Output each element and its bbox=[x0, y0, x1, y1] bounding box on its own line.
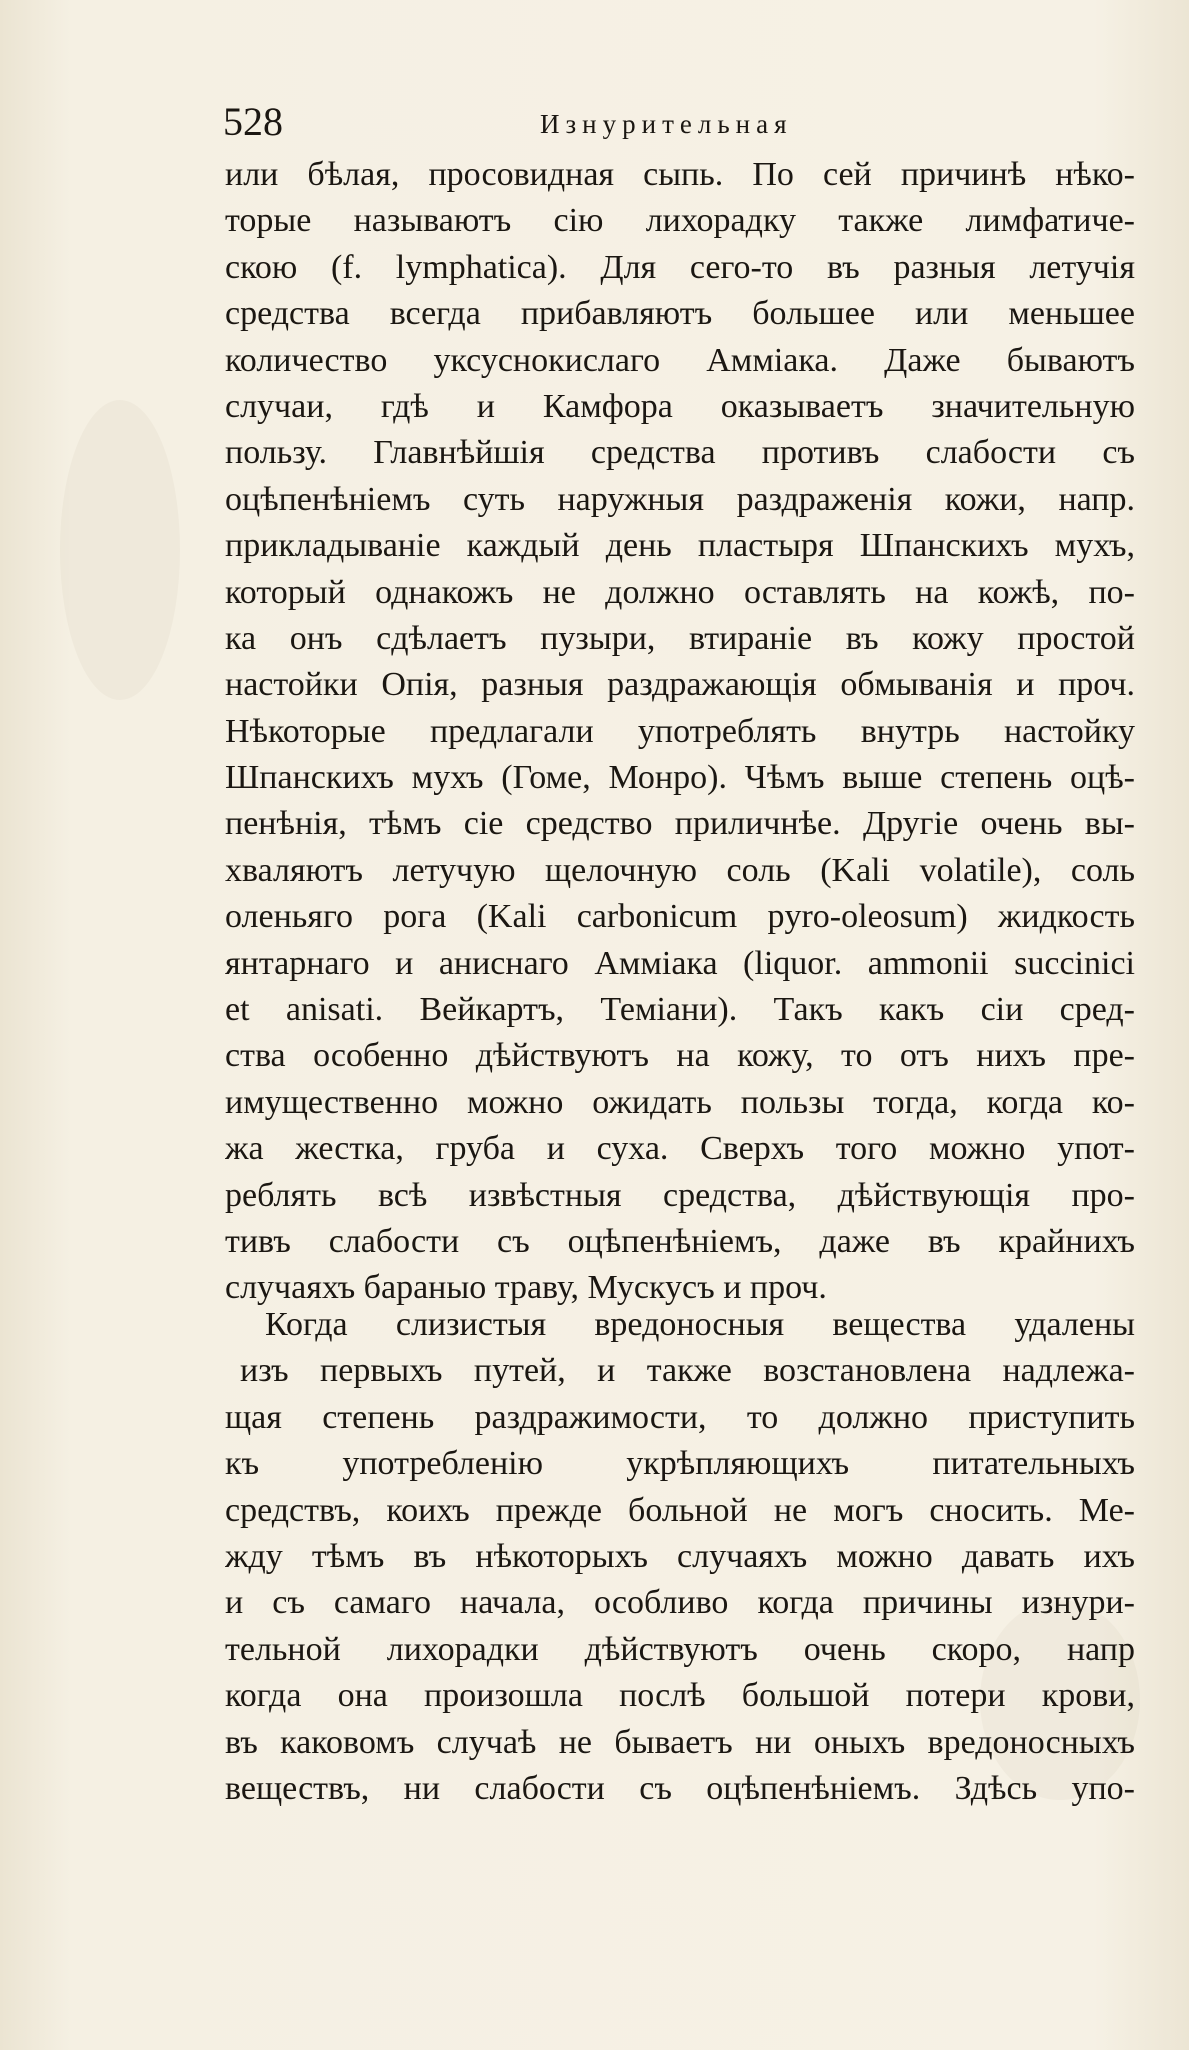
text-line: Нѣкоторые предлагали употреблять внутрь настойку bbox=[225, 712, 1135, 750]
text-line: случаи, гдѣ и Камфора оказываетъ значительную bbox=[225, 387, 1135, 425]
paper-stain bbox=[60, 400, 180, 700]
text-line: имущественно можно ожидать пользы тогда, когда ко- bbox=[225, 1083, 1135, 1121]
text-line: въ каковомъ случаѣ не бываетъ ни оныхъ вредоносныхъ bbox=[225, 1723, 1135, 1761]
text-line: оленьяго рога (Kali carbonicum pyro-oleosum) жидкость bbox=[225, 898, 1135, 936]
text-line: скою (f. lymphatica). Для сего-то въ разныя летучія bbox=[225, 248, 1135, 286]
text-line: и съ самаго начала, особливо когда причины изнури- bbox=[225, 1584, 1135, 1622]
text-line: настойки Опія, разныя раздражающія обмыванія и проч. bbox=[225, 666, 1135, 704]
text-line: или бѣлая, просовидная сыпь. По сей причинѣ нѣко- bbox=[225, 156, 1135, 193]
text-line: реблять всѣ извѣстныя средства, дѣйствующія про- bbox=[225, 1176, 1135, 1214]
text-line: когда она произошла послѣ большой потери крови, bbox=[225, 1677, 1135, 1715]
text-line: средствъ, коихъ прежде больной не могъ сносить. Ме- bbox=[225, 1491, 1135, 1529]
running-head: Изнурительная bbox=[540, 109, 793, 139]
page-header bbox=[0, 98, 1189, 148]
text-line: который однакожъ не должно оставлять на кожѣ, по- bbox=[225, 573, 1135, 611]
text-line: торые называютъ сію лихорадку также лимфатиче- bbox=[225, 202, 1135, 240]
text-line: средства всегда прибавляютъ большее или меньшее bbox=[225, 295, 1135, 333]
paragraph-1 bbox=[225, 152, 1135, 1312]
text-line: изъ первыхъ путей, и также возстановлена надлежа- bbox=[240, 1352, 1135, 1390]
text-line: ства особенно дѣйствуютъ на кожу, то отъ нихъ пре- bbox=[225, 1037, 1135, 1075]
text-line: веществъ, ни слабости съ оцѣпенѣніемъ. Здѣсь упо- bbox=[225, 1769, 1135, 1807]
paragraph-2 bbox=[225, 1302, 1135, 1812]
text-line: ка онъ сдѣлаетъ пузыри, втираніе въ кожу простой bbox=[225, 619, 1135, 657]
text-line: тивъ слабости съ оцѣпенѣніемъ, даже въ крайнихъ bbox=[225, 1222, 1135, 1260]
text-line: тельной лихорадки дѣйствуютъ очень скоро, напр bbox=[225, 1630, 1135, 1668]
text-line: пользу. Главнѣйшія средства противъ слабости съ bbox=[225, 434, 1135, 472]
text-line: Когда слизистыя вредоносныя вещества удалены bbox=[265, 1306, 1135, 1343]
text-line: янтарнаго и аниснаго Амміака (liquor. ammonii succinici bbox=[225, 944, 1135, 982]
text-line: хваляютъ летучую щелочную соль (Kali volatile), соль bbox=[225, 851, 1135, 889]
text-line: жа жестка, груба и суха. Сверхъ того можно упот- bbox=[225, 1130, 1135, 1168]
text-line: Шпанскихъ мухъ (Гоме, Монро). Чѣмъ выше степень оцѣ- bbox=[225, 759, 1135, 797]
text-line: количество уксуснокислаго Амміака. Даже бываютъ bbox=[225, 341, 1135, 379]
text-line: къ употребленію укрѣпляющихъ питательныхъ bbox=[225, 1445, 1135, 1483]
text-line: жду тѣмъ въ нѣкоторыхъ случаяхъ можно давать ихъ bbox=[225, 1537, 1135, 1575]
text-line: щая степень раздражимости, то должно приступить bbox=[225, 1398, 1135, 1436]
text-line: et anisati. Вейкартъ, Теміани). Такъ какъ сіи сред- bbox=[225, 991, 1135, 1029]
text-line: прикладываніе каждый день пластыря Шпанскихъ мухъ, bbox=[225, 527, 1135, 565]
text-line: оцѣпенѣніемъ суть наружныя раздраженія кожи, напр. bbox=[225, 480, 1135, 518]
page-number: 528 bbox=[223, 99, 283, 144]
text-line: случаяхъ бараныо траву, Мускусъ и проч. bbox=[225, 1269, 827, 1307]
text-line: пенѣнія, тѣмъ сіе средство приличнѣе. Другіе очень вы- bbox=[225, 805, 1135, 843]
